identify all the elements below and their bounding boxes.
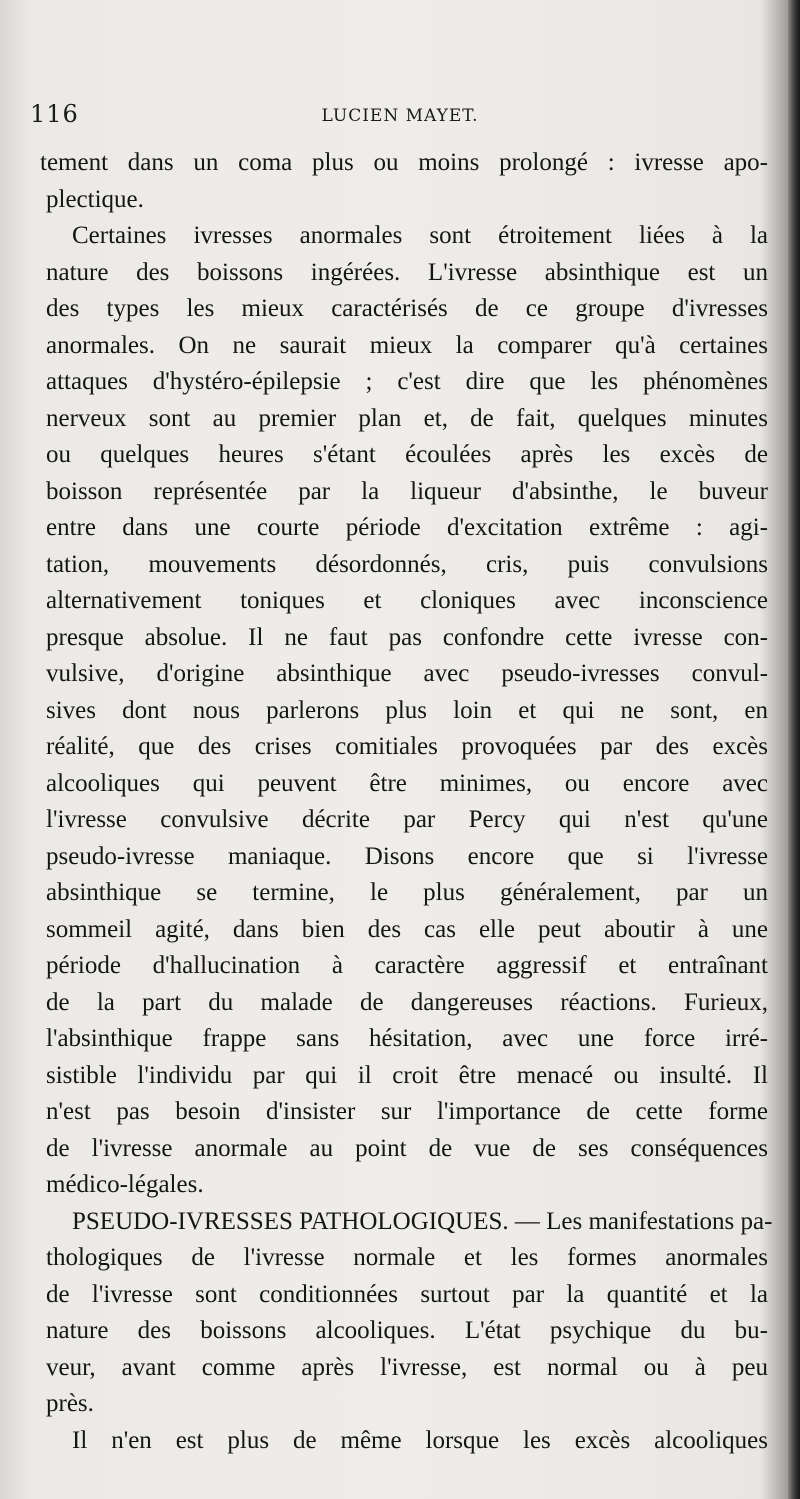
text-line: entre dans une courte période d'excitation extrême : agi- (46, 514, 768, 541)
text-line: sives dont nous parlerons plus loin et qui ne sont, en (46, 696, 768, 724)
text-line: tement dans un coma plus ou moins prolongé : ivresse apo- (40, 149, 768, 176)
body-text (40, 145, 773, 1459)
page-number: 116 (30, 100, 79, 128)
text-line: attaques d'hystéro-épilepsie ; c'est dire que les phénomènes (46, 368, 768, 395)
text-line: n'est pas besoin d'insister sur l'importance de cette forme (46, 1098, 768, 1125)
text-line: des types les mieux caractérisés de ce groupe d'ivresses (46, 295, 768, 322)
text-line: anormales. On ne saurait mieux la comparer qu'à certaines (46, 331, 768, 359)
text-line: pseudo-ivresse maniaque. Disons encore que si l'ivresse (46, 842, 768, 870)
text-line: de l'ivresse sont conditionnées surtout par la quantité et la (46, 1280, 768, 1308)
text-line: ou quelques heures s'étant écoulées après les excès de (46, 441, 768, 468)
text-line: médico-légales. (46, 1171, 204, 1198)
running-head: LUCIEN MAYET. (321, 106, 479, 126)
text-line: nerveux sont au premier plan et, de fait, quelques minutes (46, 404, 768, 432)
text-line: Certaines ivresses anormales sont étroitement liées à la (72, 222, 768, 249)
section-heading-line: PSEUDO-IVRESSES PATHOLOGIQUES. — Les manifestations pa- (72, 1207, 773, 1235)
text-line: veur, avant comme après l'ivresse, est normal ou à peu (46, 1353, 768, 1381)
text-line: près. (46, 1390, 94, 1417)
text-line: de la part du malade de dangereuses réactions. Furieux, (46, 988, 768, 1016)
page-edge-shadow (788, 0, 800, 1499)
text-line: période d'hallucination à caractère aggressif et entraînant (46, 952, 768, 979)
text-line: Il n'en est plus de même lorsque les excès alcooliques (72, 1426, 768, 1454)
text-line: réalité, que des crises comitiales provoquées par des excès (46, 733, 768, 760)
text-line: thologiques de l'ivresse normale et les formes anormales (46, 1244, 768, 1271)
text-line: l'absinthique frappe sans hésitation, avec une force irré- (46, 1025, 768, 1052)
text-line: nature des boissons alcooliques. L'état psychique du bu- (46, 1317, 768, 1344)
text-line: de l'ivresse anormale au point de vue de ses conséquences (46, 1134, 768, 1162)
text-line: sistible l'individu par qui il croit être menacé ou insulté. Il (46, 1061, 768, 1089)
page-header (30, 100, 770, 130)
text-line: absinthique se termine, le plus généralement, par un (46, 879, 768, 906)
text-line: alcooliques qui peuvent être minimes, ou encore avec (46, 769, 768, 797)
text-line: boisson représentée par la liqueur d'absinthe, le buveur (46, 477, 768, 505)
text-line: plectique. (46, 185, 144, 213)
text-line: presque absolue. Il ne faut pas confondre cette ivresse con- (46, 623, 768, 651)
text-line: tation, mouvements désordonnés, cris, puis convulsions (46, 550, 768, 578)
text-line: alternativement toniques et cloniques avec inconscience (46, 587, 768, 614)
text-line: sommeil agité, dans bien des cas elle peut aboutir à une (46, 915, 768, 943)
text-line: l'ivresse convulsive décrite par Percy qui n'est qu'une (46, 806, 768, 833)
text-line: vulsive, d'origine absinthique avec pseudo-ivresses convul- (46, 660, 768, 687)
text-line: nature des boissons ingérées. L'ivresse absinthique est un (46, 258, 768, 286)
